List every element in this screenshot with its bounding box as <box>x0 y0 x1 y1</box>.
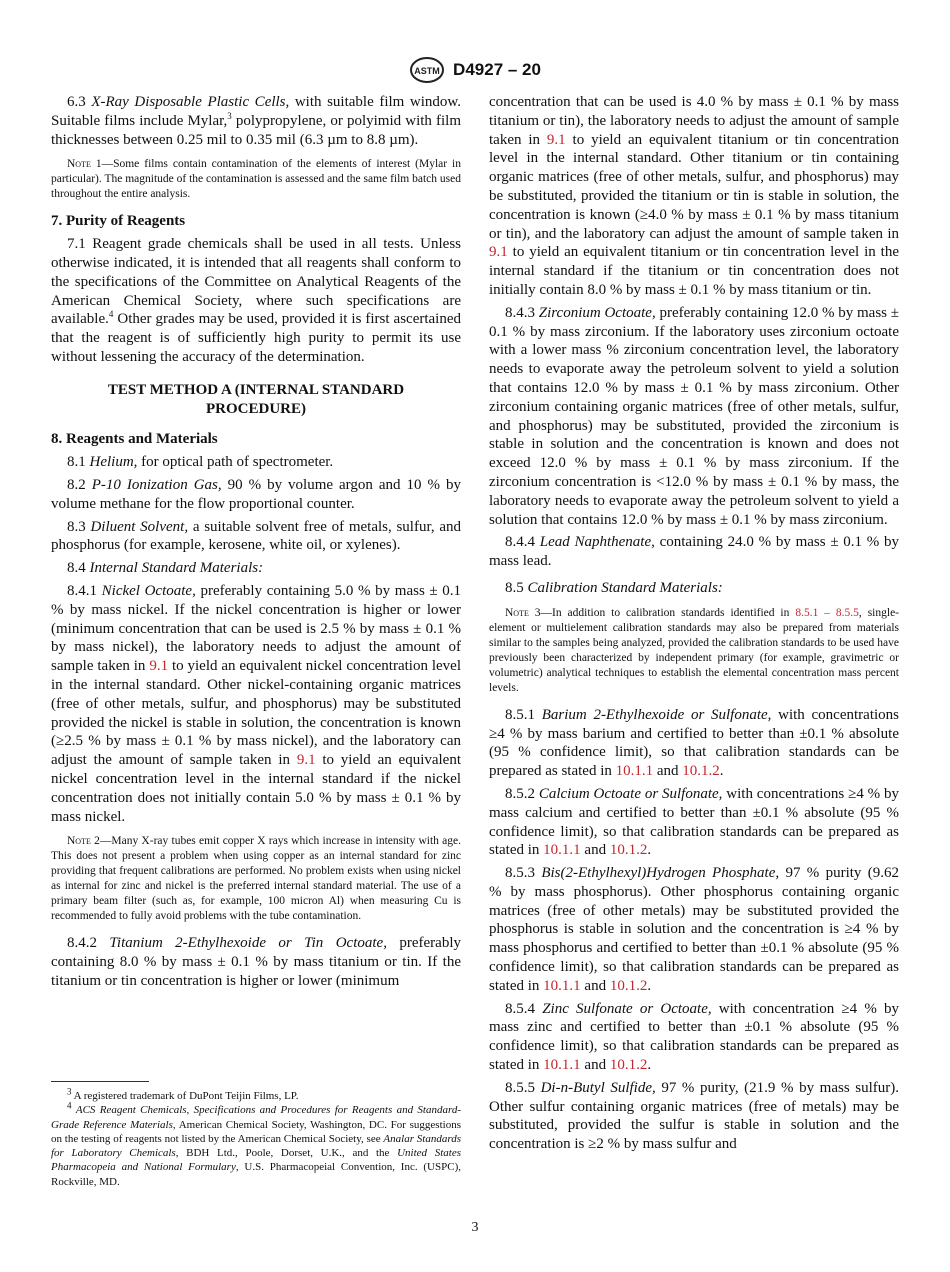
ref-9-1-link[interactable]: 9.1 <box>489 244 508 261</box>
section-8-4-4: 8.4.4 Lead Naphthenate, containing 24.0 % by mass ± 0.1 % by mass lead. <box>489 534 899 570</box>
footnote-divider <box>51 1081 149 1082</box>
section-8-heading: 8. Reagents and Materials <box>51 431 218 448</box>
ref-9-1-link[interactable]: 9.1 <box>149 658 169 675</box>
section-8-4-1: 8.4.1 Nickel Octoate, preferably containing 5.0 % by mass ± 0.1 % by mass nickel. If the nickel concentration is higher or lower (minimum concentration that can be used is 2.5 % by mass ± 0.1 % by mass nickel), the laboratory needs to adjust the amount of sample taken in 9.1 to yield an equivalent nickel concentration level in the internal standard. Other nickel-containing organic matrices (free of other metals, sulfur, and phosphorus) may be substituted provided the nickel is stable in solution, the concentration is known (≥2.5 % by mass ± 0.1 % by mass nickel), and the laboratory can adjust the amount of sample taken in 9.1 to yield an equivalent nickel concentration level in the internal standard if the nickel concentration does not initially contain 5.0 % by mass ± 0.1 % by mass nickel. <box>51 582 462 825</box>
section-8-5-4: 8.5.4 Zinc Sulfonate or Octoate, with concentration ≥4 % by mass zinc and certified to better than ±0.1 % absolute (95 % confidence limit), so that calibration standards can be prepared as stated in 10.1.1 and 10.1.2. <box>489 1000 900 1074</box>
left-column <box>51 93 461 995</box>
section-8-3: 8.3 Diluent Solvent, a suitable solvent free of metals, sulfur, and phosphorus (for example, kerosene, white oil, or xylenes). <box>51 518 461 554</box>
logo-text: ASTM <box>414 66 440 76</box>
section-7-1: 7.1 Reagent grade chemicals shall be used in all tests. Unless otherwise indicated, it is intended that all reagents shall conform to the specifications of the Committee on Analytical Reagents of the American Chemical Society, where such specifications are available.$^4$ Other grades may be used, provided it is first ascertained that the reagent is of sufficiently high purity to permit its use without lessening the accuracy of the determination. <box>51 236 461 365</box>
footnote-ref-3: 3 <box>227 110 232 121</box>
ref-10-1-2-link[interactable]: 10.1.2 <box>609 977 648 994</box>
note-3: Note 3—In addition to calibration standards identified in 8.5.1 – 8.5.5, single-element or multielement calibration standards may also be prepared from materials similar to the samples being analyzed, provided the calibration standards to be used have previously been characterized by independent primary (for example, gravimetric or volumetric) analytical techniques to establish the elemental concentration mass percent levels. <box>489 606 899 694</box>
section-8-2: 8.2 P-10 Ionization Gas, 90 % by volume argon and 10 % by volume methane for the flow proportional counter. <box>51 476 461 512</box>
ref-8-5-range-link[interactable]: 8.5.1 – 8.5.5 <box>795 606 859 619</box>
section-8-5-2: 8.5.2 Calcium Octoate or Sulfonate, with concentrations ≥4 % by mass calcium and certified to better than ±0.1 % absolute (95 % confidence limit), so that calibration standards can be prepared as stated in 10.1.1 and 10.1.2. <box>489 785 899 859</box>
footnote-ref-4: 4 <box>108 309 114 320</box>
ref-10-1-2-link[interactable]: 10.1.2 <box>609 1057 648 1074</box>
ref-10-1-1-link[interactable]: 10.1.1 <box>615 763 654 780</box>
page-number: 3 <box>471 1220 479 1235</box>
astm-logo-icon <box>409 56 445 84</box>
section-8-1: 8.1 Helium, for optical path of spectrometer. <box>67 454 334 471</box>
right-column <box>489 93 899 1158</box>
ref-10-1-1-link[interactable]: 10.1.1 <box>543 1057 581 1074</box>
section-7-heading: 7. Purity of Reagents <box>51 213 186 230</box>
ref-9-1-link[interactable]: 9.1 <box>296 752 316 769</box>
ref-10-1-2-link[interactable]: 10.1.2 <box>609 842 648 859</box>
section-8-4-2-continued: concentration that can be used is 4.0 % by mass ± 0.1 % by mass titanium or tin), the laboratory needs to adjust the amount of sample taken in 9.1 to yield an equivalent titanium or tin concentration level in the internal standard. Other titanium or tin containing organic matrices (free of other metals, sulfur, and phosphorus) may be substituted, provided the titanium or tin is stable in solution, the concentration is known (≥4.0 % by mass ± 0.1 % by mass titanium or tin), and the laboratory can adjust the amount of sample taken in 9.1 to yield an equivalent titanium or tin concentration level in the internal standard if the titanium or tin concentration does not initially contain 8.0 % by mass ± 0.1 % by mass titanium or tin. <box>489 94 899 298</box>
section-6-3: 6.3 X-Ray Disposable Plastic Cells, with suitable film window. Suitable films include Mylar,$^3$ polypropylene, or polyimid with film thicknesses between 0.25 mil to 0.35 mil (6.3 µm to 8.8 µm). <box>51 94 461 148</box>
footnote-3: $^3$ A registered trademark of DuPont Teijin Films, LP. <box>67 1086 299 1102</box>
ref-10-1-1-link[interactable]: 10.1.1 <box>543 842 581 859</box>
ref-9-1-link[interactable]: 9.1 <box>546 131 566 148</box>
note-2: Note 2—Many X-ray tubes emit copper X rays which increase in intensity with age. This does not present a problem when using copper as an internal standard for zinc providing that frequent calibrations are performed. No problem exists when using nickel as internal for zinc and nickel is the preferred internal standard material. The use of a primary beam filter (such as, for example, 100 micron Al) when measuring Cu is recommended to fully avoid problems with the tube contamination. <box>51 835 461 923</box>
note-1: Note 1—Some films contain contamination of the elements of interest (Mylar in particular). The magnitude of the contamination is assessed and the same film batch used throughout the entire analysis. <box>51 158 462 201</box>
section-8-5: 8.5 Calibration Standard Materials: <box>505 579 723 596</box>
document-designation: D4927 – 20 <box>453 60 541 79</box>
footnote-4: $^4$ ACS Reagent Chemicals, Specifications and Procedures for Reagents and Standard-Grade Reference Materials, American Chemical Society, Washington, DC. For suggestions on the testing of reagents not listed by the American Chemical Society, see Analar Standards for Laboratory Chemicals, BDH Ltd., Poole, Dorset, U.K., and the United States Pharmacopeia and National Formulary, U.S. Pharmacopeial Convention, Inc. (USPC), Rockville, MD. <box>51 1100 462 1188</box>
footnotes <box>51 1086 462 1189</box>
ref-10-1-1-link[interactable]: 10.1.1 <box>543 977 581 994</box>
section-8-4-2: 8.4.2 Titanium 2-Ethylhexoide or Tin Octoate, preferably containing 8.0 % by mass ± 0.1 % by mass titanium or tin. If the titanium or tin concentration is higher or lower (minimum <box>51 935 461 989</box>
section-8-4-3: 8.4.3 Zirconium Octoate, preferably containing 12.0 % by mass ± 0.1 % by mass zirconium. If the laboratory uses zirconium octoate with a lower mass % zirconium concentration level, the laboratory needs to evaporate away the petroleum solvent to yield a solution that contains 12.0 % by mass ± 0.1 % by mass zirconium. Other zirconium containing organic matrices (free of other metals, sulfur, and phosphorus) may be substituted, provided the zirconium is stable in solution and the concentration is known and does not exceed 12.0 % by mass ± 0.1 % by mass zirconium. If the zirconium concentration is <12.0 % by mass ± 0.1 % by mass, the laboratory needs to evaporate away the petroleum solvent to yield a solution that contains 12.0 % by mass ± 0.1 % by mass zirconium. <box>489 304 899 528</box>
page-header <box>0 56 950 84</box>
section-8-5-1: 8.5.1 Barium 2-Ethylhexoide or Sulfonate, with concentrations ≥4 % by mass barium and certified to better than ±0.1 % absolute (95 % confidence limit), so that calibration standards can be prepared as stated in 10.1.1 and 10.1.2. <box>489 706 899 780</box>
section-8-5-5: 8.5.5 Di-n-Butyl Sulfide, 97 % purity, (21.9 % by mass sulfur). Other sulfur containing organic matrices (free of metals) may be substituted, provided the sulfur is stable in solution and the concentration is ≥2 % by mass sulfur and <box>489 1079 899 1153</box>
section-8-4: 8.4 Internal Standard Materials: <box>67 560 264 577</box>
ref-10-1-2-link[interactable]: 10.1.2 <box>682 763 720 780</box>
test-method-a-heading: TEST METHOD A (INTERNAL STANDARD PROCEDURE) <box>107 381 405 417</box>
section-8-5-3: 8.5.3 Bis(2-Ethylhexyl)Hydrogen Phosphate, 97 % purity (9.62 % by mass phosphorus). Other phosphorus containing organic matrices (free of other metals) may be substituted provided the phosphorus is stable in solution and the concentration is ≥4 % by mass phosphorus and certified to better than ±0.1 % absolute (95 % confidence limit), so that calibration standards can be prepared as stated in 10.1.1 and 10.1.2. <box>489 865 899 994</box>
